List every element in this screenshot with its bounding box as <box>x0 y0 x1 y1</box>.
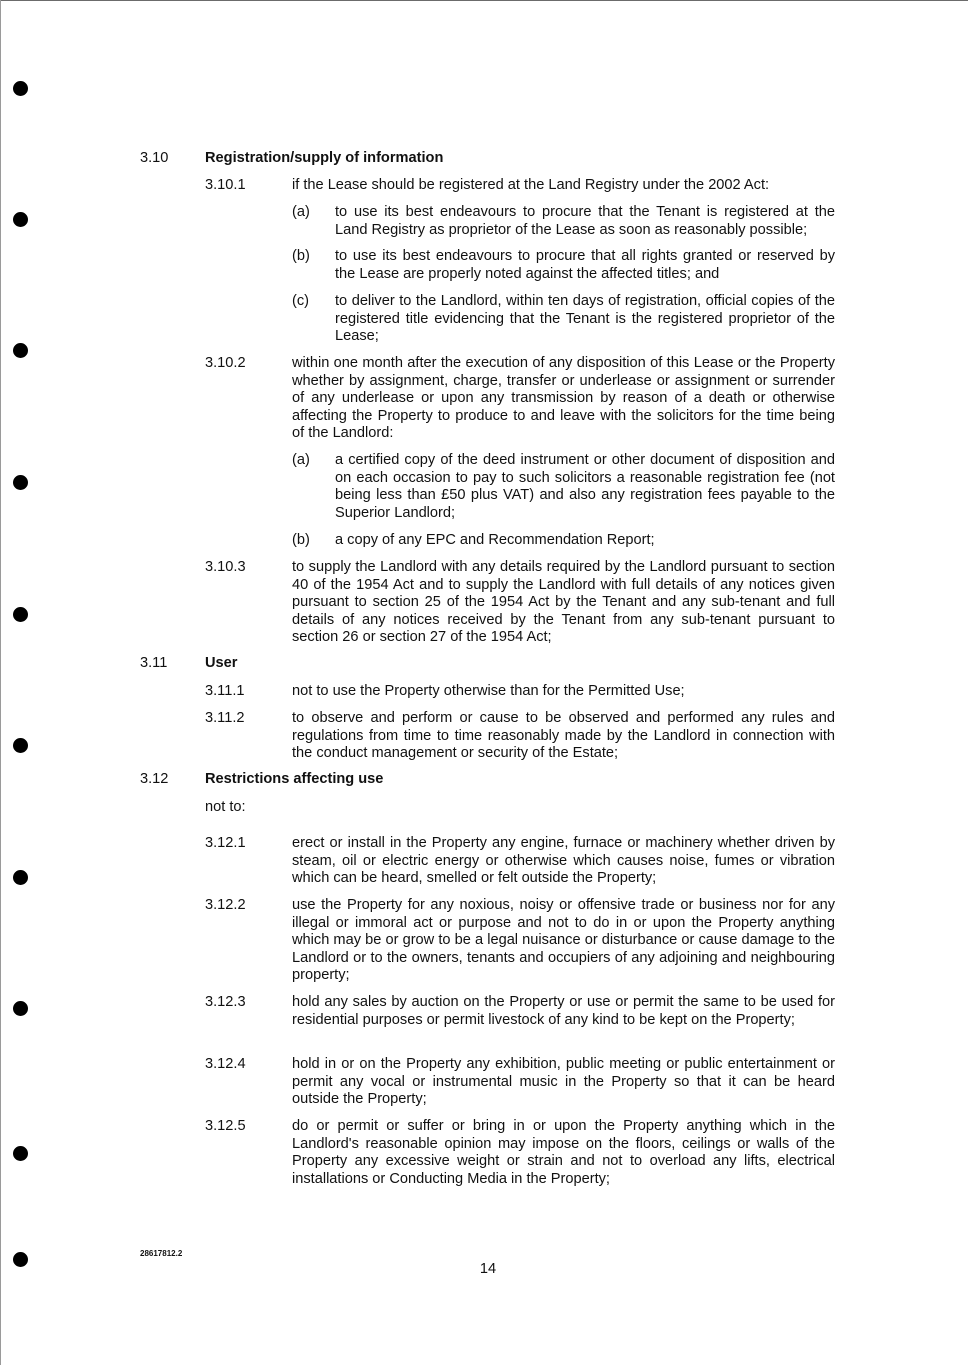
item-text: a certified copy of the deed instrument or other document of disposition and on each occasion to pay to such solicitors a reasonable registration fee (not being less than £50 plus VAT) and also any registration fees payable to the Superior Landlord; <box>335 452 835 521</box>
clause-number: 3.10.3 <box>205 559 246 575</box>
item-text: to deliver to the Landlord, within ten days of registration, official copies of the registered title evidencing that the Tenant is the registered proprietor of the Lease; <box>335 293 835 345</box>
clause-number: 3.12.1 <box>205 835 246 851</box>
item-label: (c) <box>292 293 310 309</box>
item-text: to use its best endeavours to procure that the Tenant is registered at the Land Registry as proprietor of the Lease as soon as reasonably possible; <box>335 204 835 238</box>
clause-text: if the Lease should be registered at the Land Registry under the 2002 Act: <box>292 177 770 193</box>
section-number: 3.10 <box>140 150 169 166</box>
item-label: (a) <box>292 204 310 220</box>
clause-number: 3.12.4 <box>205 1056 246 1072</box>
section-heading: User <box>205 655 238 671</box>
section-number: 3.11 <box>140 655 168 671</box>
punch-hole <box>13 1146 28 1161</box>
clause-text: hold any sales by auction on the Property or use or permit the same to be used for residential purposes or permit livestock of any kind to be kept on the Property; <box>292 994 835 1028</box>
item-label: (a) <box>292 452 310 468</box>
clause-text: use the Property for any noxious, noisy or offensive trade or business nor for any illegal or immoral act or purpose and not to do in or upon the Property anything which may be or grow to be a legal nuisance or disturbance or cause damage to the Landlord or to the owners, tenants and occupiers of any adjoining and neighbouring property; <box>292 897 835 984</box>
clause-text: to observe and perform or cause to be observed and performed any rules and regulations from time to time reasonably made by the Landlord in connection with the conduct management or security of the Estate; <box>292 710 835 762</box>
clause-number: 3.10.1 <box>205 177 246 193</box>
section-number: 3.12 <box>140 771 169 787</box>
clause-number: 3.11.1 <box>205 683 245 699</box>
section-heading: Restrictions affecting use <box>205 771 384 787</box>
clause-text: hold in or on the Property any exhibition, public meeting or public entertainment or permit any vocal or instrumental music in the Property so that it can be heard outside the Property; <box>292 1056 835 1108</box>
item-text: to use its best endeavours to procure that all rights granted or reserved by the Lease are properly noted against the affected titles; and <box>335 248 835 282</box>
clause-text: erect or install in the Property any engine, furnace or machinery whether driven by steam, oil or electric energy or otherwise which causes noise, fumes or vibration which can be heard, smelled or felt outside the Property; <box>292 835 835 887</box>
punch-hole <box>13 81 28 96</box>
clause-number: 3.11.2 <box>205 710 245 726</box>
section-heading: Registration/supply of information <box>205 150 444 166</box>
item-label: (b) <box>292 248 310 264</box>
page-left-edge <box>0 0 1 1365</box>
punch-hole <box>13 343 28 358</box>
document-reference: 28617812.2 <box>140 1249 183 1258</box>
clause-text: do or permit or suffer or bring in or upon the Property anything which in the Landlord's reasonable opinion may impose on the floors, ceilings or walls of the Property any excessive weight or strain and not to overload any lifts, electrical installations or Conducting Media in the Property; <box>292 1118 835 1187</box>
punch-hole <box>13 607 28 622</box>
clause-text: not to use the Property otherwise than for the Permitted Use; <box>292 683 685 699</box>
item-label: (b) <box>292 532 310 548</box>
punch-hole <box>13 738 28 753</box>
clause-text: to supply the Landlord with any details required by the Landlord pursuant to section 40 of the 1954 Act and to supply the Landlord with full details of any notices given pursuant to section 25 of the 1954 Act by the Tenant and any sub-tenant and full details of any notices received by the Tenant from any sub-tenant pursuant to section 26 or section 27 of the 1954 Act; <box>292 559 835 646</box>
punch-hole <box>13 212 28 227</box>
punch-hole <box>13 1001 28 1016</box>
page-number: 14 <box>479 1261 497 1277</box>
section-intro: not to: <box>205 799 246 815</box>
clause-number: 3.12.2 <box>205 897 246 913</box>
punch-hole <box>13 870 28 885</box>
item-text: a copy of any EPC and Recommendation Report; <box>335 532 655 548</box>
page-top-edge <box>0 0 968 1</box>
punch-hole <box>13 475 28 490</box>
clause-number: 3.12.3 <box>205 994 246 1010</box>
clause-number: 3.12.5 <box>205 1118 246 1134</box>
clause-number: 3.10.2 <box>205 355 246 371</box>
clause-text: within one month after the execution of any disposition of this Lease or the Property whether by assignment, charge, transfer or underlease or assignment or surrender of any underlease or upon any transmission by reason of a death or otherwise affecting the Property to produce to and leave with the solicitors for the time being of the Landlord: <box>292 355 835 442</box>
